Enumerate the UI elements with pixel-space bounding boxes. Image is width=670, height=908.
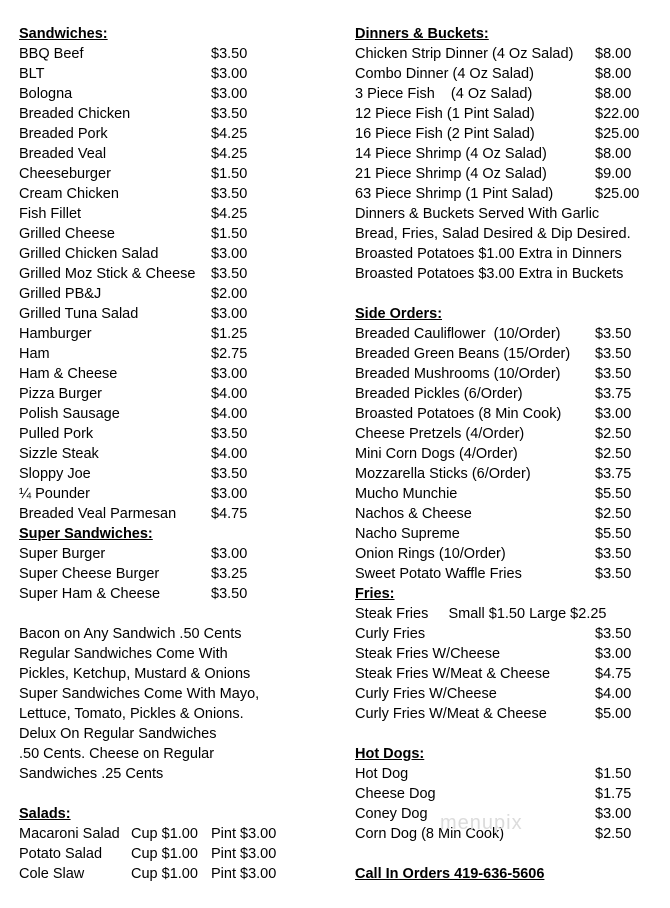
menu-item-name: Grilled PB&J	[19, 286, 102, 302]
menu-item-price: $2.50	[595, 506, 632, 522]
super-sandwiches-list	[19, 544, 319, 604]
menu-item	[19, 124, 319, 144]
menu-item-name: Cheese Dog	[355, 786, 436, 802]
dinner-notes	[355, 204, 655, 284]
right-column	[355, 24, 655, 884]
menu-item-price: $3.50	[211, 586, 248, 602]
menu-item-name: Mini Corn Dogs (4/Order)	[355, 446, 518, 462]
menu-item-name: Bologna	[19, 86, 73, 102]
menu-item-price: $8.00	[595, 46, 632, 62]
menu-item-name: Sizzle Steak	[19, 446, 99, 462]
menu-item-price: $25.00	[595, 186, 640, 202]
menu-item-name: Cheeseburger	[19, 166, 111, 182]
menu-item-name: 14 Piece Shrimp (4 Oz Salad)	[355, 146, 547, 162]
note-line: Bread, Fries, Salad Desired & Dip Desired.	[355, 226, 631, 242]
watermark-logo: menupix	[440, 812, 523, 834]
menu-item-price: $3.50	[595, 326, 632, 342]
menu-item	[355, 564, 655, 584]
menu-item-price: $2.50	[595, 826, 632, 842]
note-line: Regular Sandwiches Come With	[19, 646, 228, 662]
menu-item-name: Curly Fries W/Cheese	[355, 686, 497, 702]
menu-item-name: Grilled Cheese	[19, 226, 115, 242]
menu-item	[19, 544, 319, 564]
menu-item-price: $5.50	[595, 526, 632, 542]
fries-list	[355, 624, 655, 724]
menu-item-name: Grilled Chicken Salad	[19, 246, 159, 262]
menu-item-name: Breaded Chicken	[19, 106, 131, 122]
menu-item	[19, 204, 319, 224]
menu-item-price: $3.50	[595, 346, 632, 362]
cup-price: Cup $1.00	[131, 826, 198, 842]
menu-item	[19, 144, 319, 164]
menu-item-price: $3.00	[211, 66, 248, 82]
menu-item-name: Cream Chicken	[19, 186, 119, 202]
menu-item-name: Potato Salad	[19, 846, 103, 862]
menu-item-name: Polish Sausage	[19, 406, 120, 422]
menu-item-name: Nachos & Cheese	[355, 506, 472, 522]
cup-price: Cup $1.00	[131, 846, 198, 862]
menu-item	[355, 164, 655, 184]
menu-item-price: $8.00	[595, 146, 632, 162]
menu-item	[19, 464, 319, 484]
menu-item-price: $3.50	[595, 626, 632, 642]
menu-item-price: $8.00	[595, 66, 632, 82]
menu-item-price: $4.75	[211, 506, 248, 522]
menu-item-name: Broasted Potatoes (8 Min Cook)	[355, 406, 562, 422]
menu-item-name: Breaded Pickles (6/Order)	[355, 386, 523, 402]
pint-price: Pint $3.00	[211, 826, 277, 842]
note-line: Broasted Potatoes $1.00 Extra in Dinners	[355, 246, 622, 262]
menu-item	[355, 424, 655, 444]
menu-item-name: Breaded Veal Parmesan	[19, 506, 177, 522]
menu-item-price: $3.00	[211, 306, 248, 322]
menu-item	[355, 404, 655, 424]
pint-price: Pint $3.00	[211, 866, 277, 882]
menu-item	[19, 324, 319, 344]
menu-item-name: Sweet Potato Waffle Fries	[355, 566, 522, 582]
pint-price: Pint $3.00	[211, 846, 277, 862]
menu-item	[19, 264, 319, 284]
menu-item-price: $1.50	[211, 166, 248, 182]
menu-item-name: Curly Fries	[355, 626, 426, 642]
menu-item-price: $5.00	[595, 706, 632, 722]
menu-item	[355, 684, 655, 704]
menu-item-name: Combo Dinner (4 Oz Salad)	[355, 66, 534, 82]
menu-item-name: 16 Piece Fish (2 Pint Salad)	[355, 126, 535, 142]
menu-item	[355, 324, 655, 344]
menu-item-price: $1.50	[211, 226, 248, 242]
note-line: Bacon on Any Sandwich .50 Cents	[19, 626, 242, 642]
salads-heading: Salads:	[19, 806, 71, 822]
menu-item	[19, 584, 319, 604]
menu-item-price: $3.00	[595, 806, 632, 822]
menu-item-price: $3.50	[211, 426, 248, 442]
side-orders-list	[355, 324, 655, 584]
menu-item-name: Steak Fries W/Meat & Cheese	[355, 666, 551, 682]
menu-item	[19, 384, 319, 404]
menu-item	[355, 664, 655, 684]
menu-item-name: Fish Fillet	[19, 206, 82, 222]
menu-item-price: $25.00	[595, 126, 640, 142]
menu-item	[19, 484, 319, 504]
menu-item-price: $3.00	[211, 366, 248, 382]
cup-price: Cup $1.00	[131, 866, 198, 882]
menu-item-name: 12 Piece Fish (1 Pint Salad)	[355, 106, 535, 122]
sandwiches-list	[19, 44, 319, 524]
menu-item	[19, 84, 319, 104]
menu-item-name: Coney Dog	[355, 806, 428, 822]
menu-item-name: Cheese Pretzels (4/Order)	[355, 426, 525, 442]
menu-item	[355, 764, 655, 784]
menu-item-name: Super Cheese Burger	[19, 566, 160, 582]
menu-item-price: $3.50	[211, 466, 248, 482]
menu-item-name: 63 Piece Shrimp (1 Pint Salad)	[355, 186, 554, 202]
menu-item	[19, 364, 319, 384]
note-line: .50 Cents. Cheese on Regular	[19, 746, 215, 762]
menu-item-price: $2.50	[595, 426, 632, 442]
menu-item-price: $3.00	[211, 486, 248, 502]
menu-item-name: Super Burger	[19, 546, 106, 562]
menu-item-name: Nacho Supreme	[355, 526, 460, 542]
menu-item-name: Ham & Cheese	[19, 366, 118, 382]
menu-item	[19, 164, 319, 184]
menu-item-name: Grilled Tuna Salad	[19, 306, 139, 322]
menu-item-price: $3.00	[595, 406, 632, 422]
menu-item	[19, 564, 319, 584]
menu-item-price: $3.00	[211, 546, 248, 562]
menu-item	[19, 244, 319, 264]
menu-item	[355, 344, 655, 364]
menu-item-name: Ham	[19, 346, 50, 362]
menu-item	[19, 444, 319, 464]
menu-item	[355, 504, 655, 524]
dinners-heading: Dinners & Buckets:	[355, 26, 489, 42]
menu-item-name: Sloppy Joe	[19, 466, 91, 482]
menu-item	[355, 784, 655, 804]
menu-item	[355, 104, 655, 124]
menu-item-price: $3.50	[595, 546, 632, 562]
menu-item-name: 21 Piece Shrimp (4 Oz Salad)	[355, 166, 547, 182]
menu-item-price: $3.00	[595, 646, 632, 662]
dinners-list	[355, 44, 655, 204]
menu-item-name: Hamburger	[19, 326, 92, 342]
menu-item-price: $3.50	[211, 46, 248, 62]
menu-item-name: Breaded Green Beans (15/Order)	[355, 346, 571, 362]
menu-item-price: $2.75	[211, 346, 248, 362]
steak-fries-line: Steak Fries Small $1.50 Large $2.25	[355, 606, 607, 622]
menu-item	[19, 184, 319, 204]
menu-item-price: $8.00	[595, 86, 632, 102]
menu-item-price: $4.00	[211, 446, 248, 462]
menu-item-name: 3 Piece Fish (4 Oz Salad)	[355, 86, 533, 102]
menu-item-price: $3.75	[595, 466, 632, 482]
menu-item-name: BBQ Beef	[19, 46, 84, 62]
menu-item	[19, 304, 319, 324]
menu-item	[355, 384, 655, 404]
sandwiches-heading: Sandwiches:	[19, 26, 108, 42]
menu-item-price: $3.75	[595, 386, 632, 402]
menu-item-price: $4.25	[211, 126, 248, 142]
menu-item-price: $2.50	[595, 446, 632, 462]
menu-item	[355, 544, 655, 564]
menu-item-price: $3.50	[211, 266, 248, 282]
menu-item-price: $4.25	[211, 206, 248, 222]
menu-item	[19, 404, 319, 424]
note-line: Sandwiches .25 Cents	[19, 766, 164, 782]
menu-item-name: Breaded Pork	[19, 126, 108, 142]
menu-item	[19, 284, 319, 304]
menu-item-price: $4.00	[595, 686, 632, 702]
menu-item-name: Corn Dog (8 Min Cook)	[355, 826, 505, 842]
menu-item	[19, 64, 319, 84]
menu-item-price: $3.50	[211, 106, 248, 122]
menu-item-name: Curly Fries W/Meat & Cheese	[355, 706, 547, 722]
menu-item-price: $22.00	[595, 106, 640, 122]
left-column	[19, 24, 319, 884]
menu-item-price: $3.50	[595, 566, 632, 582]
menu-item	[355, 44, 655, 64]
menu-item-price: $5.50	[595, 486, 632, 502]
side-orders-heading: Side Orders:	[355, 306, 443, 322]
menu-item	[355, 644, 655, 664]
menu-item-price: $3.50	[211, 186, 248, 202]
menu-item-name: Breaded Veal	[19, 146, 107, 162]
menu-item-price: $4.00	[211, 406, 248, 422]
menu-item	[355, 444, 655, 464]
menu-item-price: $1.50	[595, 766, 632, 782]
salad-item	[19, 864, 319, 884]
fries-heading: Fries:	[355, 586, 395, 602]
menu-item-name: Steak Fries W/Cheese	[355, 646, 501, 662]
salad-item	[19, 844, 319, 864]
menu-item	[355, 484, 655, 504]
menu-item-name: Breaded Mushrooms (10/Order)	[355, 366, 561, 382]
menu-item-name: Super Ham & Cheese	[19, 586, 161, 602]
menu-item	[355, 364, 655, 384]
salads-list	[19, 824, 319, 884]
menu-item	[355, 124, 655, 144]
hot-dogs-heading: Hot Dogs:	[355, 746, 425, 762]
menu-item-name: Cole Slaw	[19, 866, 85, 882]
menu-item-name: Pulled Pork	[19, 426, 94, 442]
menu-item-name: Chicken Strip Dinner (4 Oz Salad)	[355, 46, 574, 62]
menu-item-name: Pizza Burger	[19, 386, 103, 402]
menu-item	[19, 344, 319, 364]
menu-item-price: $4.25	[211, 146, 248, 162]
menu-item	[355, 624, 655, 644]
menu-item	[355, 84, 655, 104]
menu-item-price: $3.50	[595, 366, 632, 382]
menu-item-name: Macaroni Salad	[19, 826, 120, 842]
menu-item-name: ¼ Pounder	[19, 486, 90, 502]
note-line: Lettuce, Tomato, Pickles & Onions.	[19, 706, 244, 722]
menu-item-name: Breaded Cauliflower (10/Order)	[355, 326, 561, 342]
menu-item	[355, 524, 655, 544]
menu-item-price: $2.00	[211, 286, 248, 302]
note-line: Delux On Regular Sandwiches	[19, 726, 217, 742]
note-line: Super Sandwiches Come With Mayo,	[19, 686, 260, 702]
menu-item-price: $4.00	[211, 386, 248, 402]
menu-item-price: $9.00	[595, 166, 632, 182]
menu-item	[355, 464, 655, 484]
menu-item	[19, 224, 319, 244]
menu-item-name: Mucho Munchie	[355, 486, 458, 502]
menu-item-price: $1.25	[211, 326, 248, 342]
menu-item-price: $3.00	[211, 86, 248, 102]
menu-item	[19, 44, 319, 64]
menu-item-price: $1.75	[595, 786, 632, 802]
menu-item-name: Hot Dog	[355, 766, 409, 782]
note-line: Broasted Potatoes $3.00 Extra in Buckets	[355, 266, 624, 282]
menu-item	[355, 144, 655, 164]
menu-item-price: $3.00	[211, 246, 248, 262]
menu-item-price: $3.25	[211, 566, 248, 582]
menu-item-name: BLT	[19, 66, 45, 82]
menu-item	[355, 184, 655, 204]
menu-item	[19, 104, 319, 124]
salad-item	[19, 824, 319, 844]
menu-item-name: Onion Rings (10/Order)	[355, 546, 506, 562]
menu-item	[355, 704, 655, 724]
menu-item-name: Grilled Moz Stick & Cheese	[19, 266, 196, 282]
menu-item	[355, 64, 655, 84]
menu-item	[19, 504, 319, 524]
menu-item-name: Mozzarella Sticks (6/Order)	[355, 466, 531, 482]
super-sandwiches-heading: Super Sandwiches:	[19, 526, 153, 542]
call-in-orders: Call In Orders 419-636-5606	[355, 866, 545, 882]
menu-item-price: $4.75	[595, 666, 632, 682]
menu-item	[19, 424, 319, 444]
note-line: Pickles, Ketchup, Mustard & Onions	[19, 666, 251, 682]
note-line: Dinners & Buckets Served With Garlic	[355, 206, 600, 222]
sandwich-notes	[19, 624, 319, 784]
